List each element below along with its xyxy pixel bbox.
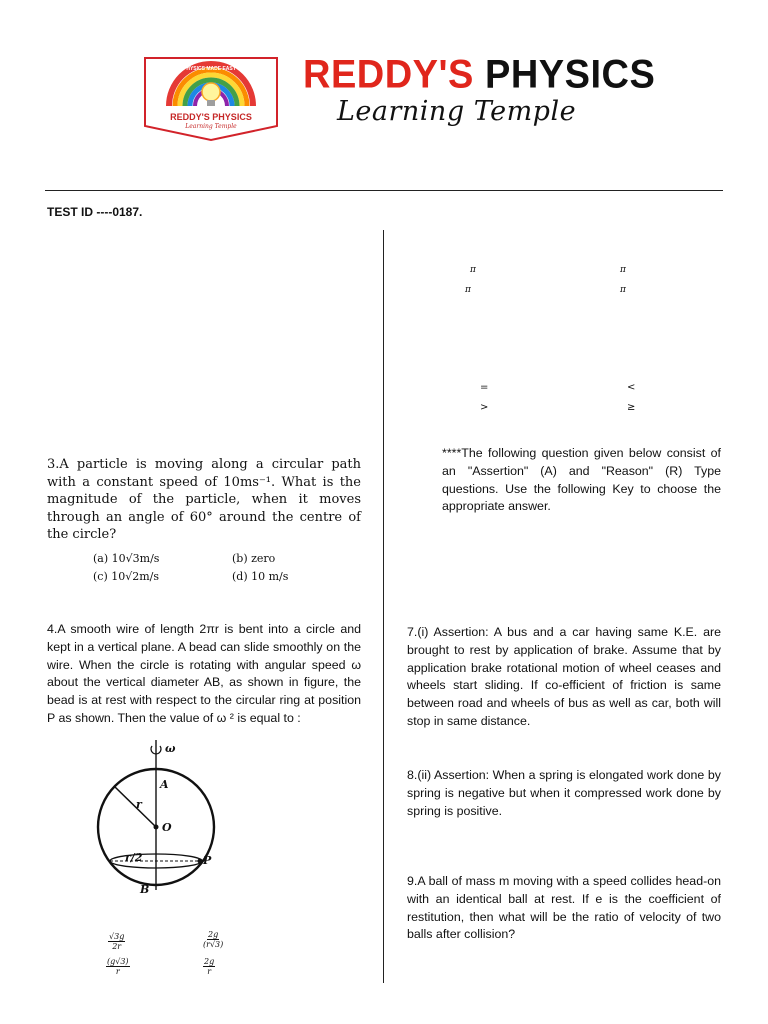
label-a: A bbox=[160, 778, 169, 791]
assertion-instructions: ****The following question given below consist of an "Assertion" (A) and "Reason" (R) Type questions. Use the following Key to choose the appropriate answer. bbox=[442, 446, 721, 514]
question-4-text: 4.A smooth wire of length 2πr is bent into a circle and kept in a vertical plane. A bead can slide smoothly on the wire. When the circle is rotating with angular speed ω about the vertical diameter AB, as shown in figure, the bead is at rest with respect to the circular ring at position P as shown. Then the value of ω ² is equal to : bbox=[47, 622, 361, 725]
q3-option-d: (d) 10 m/s bbox=[232, 570, 289, 583]
greater-than-symbol: > bbox=[480, 402, 489, 413]
q3-option-b: (b) zero bbox=[232, 552, 276, 565]
less-than-symbol: < bbox=[627, 382, 636, 393]
question-8-text: 8.(ii) Assertion: When a spring is elongated work done by spring is negative but when it compressed work done by spring is positive. bbox=[407, 768, 721, 818]
brand-subtitle: Learning Temple bbox=[337, 96, 577, 127]
q4-option-a-denominator: 2r bbox=[112, 942, 122, 951]
greater-equal-symbol: ≥ bbox=[627, 402, 636, 413]
brand-title bbox=[303, 53, 655, 98]
q4-option-b-denominator: (r√3) bbox=[203, 940, 224, 949]
pi-symbol-2: π bbox=[620, 265, 626, 275]
bead-point bbox=[198, 859, 203, 864]
brand-name-reddys: REDDY'S bbox=[303, 52, 474, 98]
question-9-text: 9.A ball of mass m moving with a speed collides head-on with an identical ball at rest. If e is the coefficient of restitution, then what will be the ratio of velocity of two balls after collision? bbox=[407, 874, 721, 942]
q4-option-c-numerator: (g√3) bbox=[107, 957, 129, 966]
ring-bead-figure bbox=[90, 740, 230, 900]
q4-option-b-numerator: 2g bbox=[208, 930, 219, 939]
ring-diagram bbox=[90, 740, 230, 900]
label-r: r bbox=[136, 798, 142, 811]
q4-option-b bbox=[203, 924, 223, 949]
question-7-text: 7.(i) Assertion: A bus and a car having same K.E. are brought to rest by application of brake. Assume that by application brake rotational motion of wheel ceases and wheels start sliding. If co-efficient of friction is same between road and wheels of bus as well as car, both will stop in same distance. bbox=[407, 625, 721, 728]
brand-name-physics: PHYSICS bbox=[484, 52, 656, 98]
label-r-half: r/2 bbox=[125, 851, 143, 864]
logo-name: REDDY'S PHYSICS bbox=[170, 112, 252, 122]
q4-option-a bbox=[108, 926, 125, 951]
q3-option-a: (a) 10√3m/s bbox=[93, 552, 160, 565]
q4-option-d-numerator: 2g bbox=[204, 957, 215, 966]
center-point bbox=[154, 825, 159, 830]
bulb-icon bbox=[202, 83, 220, 101]
logo-tagline: Learning Temple bbox=[185, 123, 237, 130]
pi-symbol-4: π bbox=[620, 285, 626, 295]
label-b: B bbox=[140, 883, 150, 896]
q4-option-a-numerator: √3g bbox=[109, 932, 125, 941]
column-divider bbox=[383, 230, 384, 983]
test-id: TEST ID ----0187. bbox=[47, 205, 143, 219]
q4-option-c bbox=[106, 951, 130, 976]
label-p: P bbox=[203, 854, 212, 867]
logo bbox=[143, 56, 279, 142]
q4-option-c-denominator: r bbox=[115, 967, 120, 976]
omega-label: ω bbox=[165, 742, 176, 755]
question-3-text: 3.A particle is moving along a circular path with a constant speed of 10ms⁻¹. What is the magnitude of the particle, when it moves through an angle of 60° around the centre of the circle? bbox=[47, 457, 361, 542]
q3-option-c: (c) 10√2m/s bbox=[93, 570, 160, 583]
label-o: O bbox=[162, 821, 172, 834]
pi-symbol-1: π bbox=[470, 265, 476, 275]
pi-symbol-3: π bbox=[465, 285, 471, 295]
q4-option-d bbox=[203, 951, 215, 976]
logo-arc-text: PHYSICS MADE EASY bbox=[183, 66, 237, 72]
q4-option-d-denominator: r bbox=[207, 967, 212, 976]
equals-symbol: = bbox=[480, 382, 489, 393]
header-divider bbox=[45, 190, 723, 191]
